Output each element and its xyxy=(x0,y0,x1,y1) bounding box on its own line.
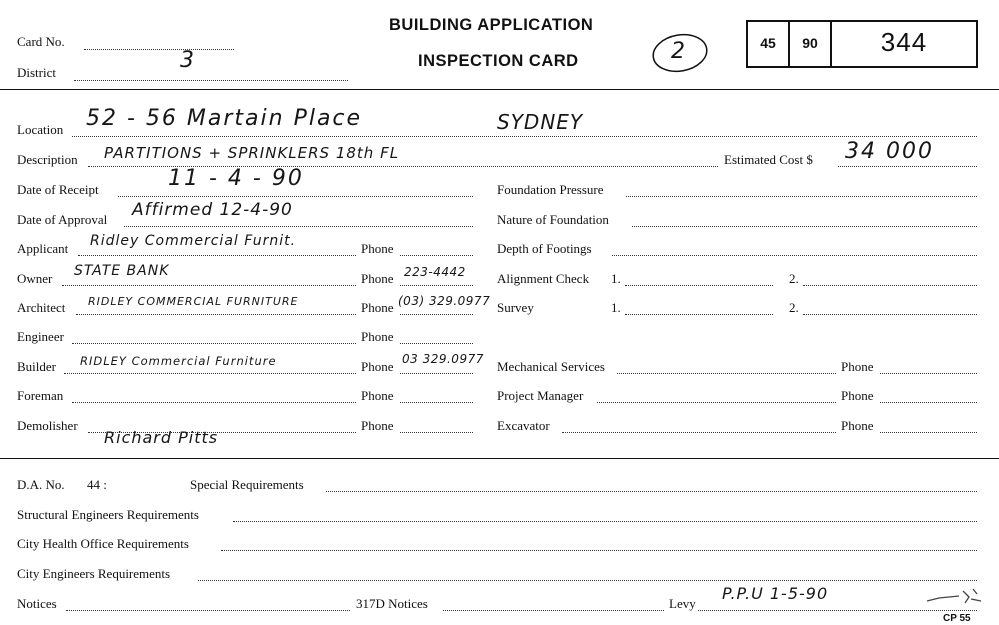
owner-field[interactable] xyxy=(62,285,356,286)
box-main-number: 344 xyxy=(880,27,928,57)
mechanical-services-field[interactable] xyxy=(617,373,836,374)
date-of-approval-label: Date of Approval xyxy=(17,212,108,227)
levy-label: Levy xyxy=(669,596,696,611)
city-engineers-requirements-field[interactable] xyxy=(198,580,977,581)
notices-label: Notices xyxy=(17,596,57,611)
district-label: District xyxy=(17,65,56,80)
description-label: Description xyxy=(17,152,78,167)
date-of-approval-value: Affirmed 12-4-90 xyxy=(132,200,293,220)
mechanical-services-label: Mechanical Services xyxy=(497,359,605,374)
date-of-receipt-label: Date of Receipt xyxy=(17,182,99,197)
location-city: SYDNEY xyxy=(497,110,584,134)
builder-phone-label: Phone xyxy=(361,359,394,374)
survey-label: Survey xyxy=(497,300,534,315)
builder-phone-value: 03 329.0977 xyxy=(402,352,484,366)
mechanical-phone-label: Phone xyxy=(841,359,874,374)
demolisher-phone-label: Phone xyxy=(361,418,394,433)
structural-requirements-field[interactable] xyxy=(233,521,977,522)
location-label: Location xyxy=(17,122,64,137)
builder-value: RIDLEY Commercial Furniture xyxy=(80,354,277,368)
estimated-cost-field[interactable] xyxy=(838,166,977,167)
da-no-value: 44 : xyxy=(87,477,107,492)
demolisher-phone-field[interactable] xyxy=(400,432,473,433)
applicant-phone-field[interactable] xyxy=(400,255,473,256)
estimated-cost-value: 34 000 xyxy=(845,139,934,164)
scan-smudge-mark xyxy=(925,585,985,607)
engineer-label: Engineer xyxy=(17,329,64,344)
applicant-value: Ridley Commercial Furnit. xyxy=(90,233,297,249)
da-no-label: D.A. No. xyxy=(17,477,65,492)
engineer-field[interactable] xyxy=(72,343,356,344)
circled-number-mark xyxy=(651,32,709,74)
nature-of-foundation-field[interactable] xyxy=(632,226,977,227)
date-of-receipt-field[interactable] xyxy=(118,196,473,197)
district-field[interactable] xyxy=(74,80,348,81)
form-code: CP 55 xyxy=(943,613,971,624)
notices-317d-field[interactable] xyxy=(443,610,664,611)
excavator-field[interactable] xyxy=(562,432,836,433)
builder-field[interactable] xyxy=(64,373,356,374)
architect-phone-field[interactable] xyxy=(400,314,473,315)
excavator-phone-label: Phone xyxy=(841,418,874,433)
owner-phone-value: 223-4442 xyxy=(404,265,466,279)
mechanical-phone-field[interactable] xyxy=(880,373,977,374)
date-of-receipt-value: 11 - 4 - 90 xyxy=(168,166,304,191)
levy-field[interactable] xyxy=(698,610,977,611)
project-manager-field[interactable] xyxy=(597,402,836,403)
card-no-label: Card No. xyxy=(17,34,65,49)
owner-value: STATE BANK xyxy=(74,263,170,279)
demolisher-label: Demolisher xyxy=(17,418,78,433)
foreman-phone-label: Phone xyxy=(361,388,394,403)
alignment-check-1-field[interactable] xyxy=(625,285,773,286)
survey-1-label: 1. xyxy=(611,300,621,315)
description-value: PARTITIONS + SPRINKLERS 18th FL xyxy=(104,144,400,162)
applicant-label: Applicant xyxy=(17,241,69,256)
builder-phone-field[interactable] xyxy=(400,373,473,374)
architect-label: Architect xyxy=(17,300,66,315)
project-manager-phone-label: Phone xyxy=(841,388,874,403)
alignment-check-label: Alignment Check xyxy=(497,271,590,286)
location-field[interactable] xyxy=(72,136,977,137)
district-value: 3 xyxy=(180,48,196,73)
foreman-phone-field[interactable] xyxy=(400,402,473,403)
project-manager-label: Project Manager xyxy=(497,388,584,403)
health-requirements-field[interactable] xyxy=(221,550,977,551)
form-title-line1: BUILDING APPLICATION xyxy=(389,16,594,34)
foreman-field[interactable] xyxy=(72,402,356,403)
special-requirements-label: Special Requirements xyxy=(190,477,304,492)
foreman-label: Foreman xyxy=(17,388,64,403)
engineer-phone-label: Phone xyxy=(361,329,394,344)
box-number-1: 45 xyxy=(760,35,776,51)
owner-label: Owner xyxy=(17,271,53,286)
alignment-check-2-field[interactable] xyxy=(803,285,977,286)
box-number-2: 90 xyxy=(802,35,818,51)
architect-value: RIDLEY COMMERCIAL FURNITURE xyxy=(88,295,299,308)
applicant-field[interactable] xyxy=(78,255,356,256)
structural-requirements-label: Structural Engineers Requirements xyxy=(17,507,199,522)
depth-of-footings-field[interactable] xyxy=(612,255,977,256)
alignment-check-1-label: 1. xyxy=(611,271,621,286)
signature: Richard Pitts xyxy=(104,428,219,447)
health-requirements-label: City Health Office Requirements xyxy=(17,536,189,551)
owner-phone-field[interactable] xyxy=(400,285,473,286)
notices-317d-label: 317D Notices xyxy=(356,596,428,611)
architect-phone-value: (03) 329.0977 xyxy=(398,294,491,308)
excavator-label: Excavator xyxy=(497,418,550,433)
foundation-pressure-field[interactable] xyxy=(626,196,977,197)
excavator-phone-field[interactable] xyxy=(880,432,977,433)
owner-phone-label: Phone xyxy=(361,271,394,286)
builder-label: Builder xyxy=(17,359,56,374)
survey-1-field[interactable] xyxy=(625,314,773,315)
applicant-phone-label: Phone xyxy=(361,241,394,256)
form-title-line2: INSPECTION CARD xyxy=(418,52,579,70)
survey-2-field[interactable] xyxy=(803,314,977,315)
levy-value: P.P.U 1-5-90 xyxy=(722,584,829,603)
notices-field[interactable] xyxy=(66,610,350,611)
architect-phone-label: Phone xyxy=(361,300,394,315)
requirements-divider xyxy=(0,458,999,459)
special-requirements-field[interactable] xyxy=(326,491,977,492)
header-divider xyxy=(0,89,999,90)
engineer-phone-field[interactable] xyxy=(400,343,473,344)
architect-field[interactable] xyxy=(76,314,356,315)
circled-number: 2 xyxy=(671,39,686,64)
city-engineers-requirements-label: City Engineers Requirements xyxy=(17,566,171,581)
date-of-approval-field[interactable] xyxy=(124,226,473,227)
card-no-field[interactable] xyxy=(84,49,234,50)
alignment-check-2-label: 2. xyxy=(789,271,799,286)
estimated-cost-label: Estimated Cost $ xyxy=(724,152,813,167)
depth-of-footings-label: Depth of Footings xyxy=(497,241,592,256)
project-manager-phone-field[interactable] xyxy=(880,402,977,403)
survey-2-label: 2. xyxy=(789,300,799,315)
location-value: 52 - 56 Martain Place xyxy=(86,106,363,131)
foundation-pressure-label: Foundation Pressure xyxy=(497,182,604,197)
nature-of-foundation-label: Nature of Foundation xyxy=(497,212,609,227)
